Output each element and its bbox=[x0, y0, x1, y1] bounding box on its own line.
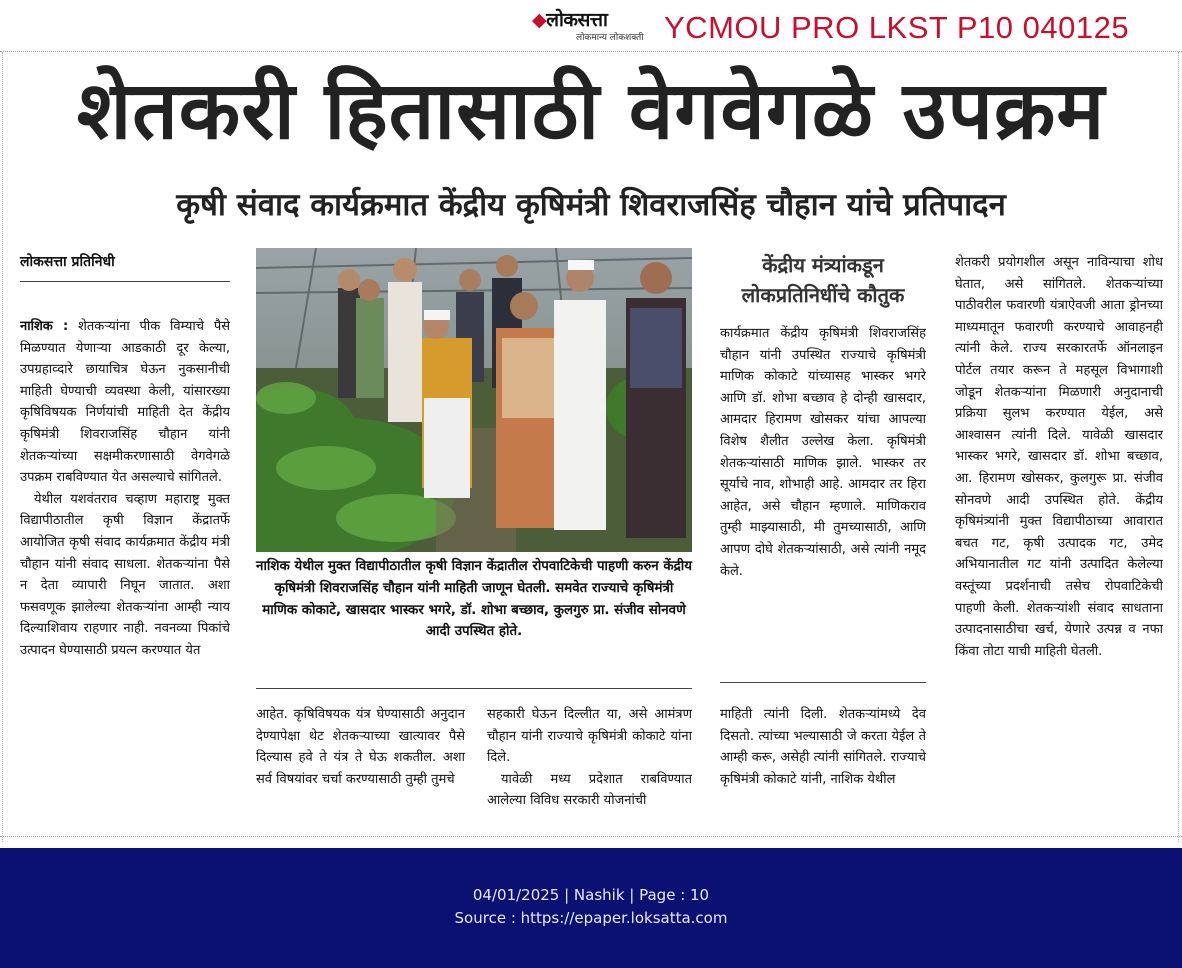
dateline: नाशिक : bbox=[20, 319, 69, 334]
box-text: कार्यक्रमात केंद्रीय कृषिमंत्री शिवराजसिंह चौहान यांनी उपस्थित राज्याचे कृषिमंत्री माणिक कोकाटे यांच्यासह भास्कर भगरे आणि डॉ. शोभा बच्छाव हे दोन्ही खासदार, आमदार हिरामण खोसकर यांचा आपल्या विशेष शैलीत उल्लेख केला. कृषिमंत्री शेतकऱ्यांसाठी माणिक झाले. भास्कर तर सूर्याचे नाव, शोभाही आहे. आमदार तर हिरा आहेत, असे चौहान म्हणाले. माणिकराव तुम्ही माझ्यासाठी, मी तुमच्यासाठी, आणि आपण दोघे शेतकऱ्यांसाठी, असे त्यांनी नमूद केले. bbox=[720, 326, 926, 579]
byline-rule bbox=[20, 281, 230, 282]
article-column-2: आहेत. कृषिविषयक यंत्र घेण्यासाठी अनुदान देण्यापेक्षा थेट शेतकऱ्याच्या खात्यावर पैसे दिल्यास हवे ते यंत्र ते घेऊ शकतील. अशा सर्व विषयांवर चर्चा करण्यासाठी तुम्ही तुमचे bbox=[256, 707, 465, 787]
right-border bbox=[1178, 52, 1179, 842]
column-1-paragraph-2: येथील यशवंतराव चव्हाण महाराष्ट्र मुक्त विद्यापीठातील कृषी विज्ञान केंद्रातर्फे आयोजित कृषी संवाद कार्यक्रमात केंद्रीय मंत्री चौहान यांनी संवाद साधला. शेतकऱ्यांना पैसे न देता व्यापारी निघून जातात. अशा फसवणूक झालेल्या शेतकऱ्यांना आम्ही न्याय दिल्याशिवाय राहणार नाही. नवनव्या पिकांचे उत्पादन घेण्यासाठी प्रयत्न करण्यात येत bbox=[20, 491, 230, 658]
box-title: केंद्रीय मंत्र्यांकडून लोकप्रतिनिधींचे कौतुक bbox=[741, 253, 905, 307]
article-column-4: माहिती त्यांनी दिली. शेतकऱ्यांमध्ये देव दिसतो. त्यांच्या भल्यासाठी जे करता येईल ते आम्ही करू, असेही त्यांनी सांगितले. राज्याचे कृषिमंत्री कोकाटे यांनी, नाशिक येथील bbox=[720, 707, 926, 787]
news-photo-drawing bbox=[256, 248, 692, 552]
article-column-3 bbox=[487, 704, 692, 819]
article-column-5: शेतकरी प्रयोगशील असून नाविन्याचा शोध घेतात, असे सांगितले. शेतकऱ्यांच्या पाठीवरील फवारणी यंत्राऐवजी आता ड्रोनच्या माध्यमातून फवारणी करण्याचे आवाहनही त्यांनी केले. राज्य सरकारतर्फे ऑनलाइन पोर्टल तयार करून ते महसूल विभागाशी जोडून शेतकऱ्यांना मिळणारी अनुदानाची प्रक्रिया सुलभ करण्यात येईल, असे आश्वासन त्यांनी दिले. यावेळी खासदार भास्कर भगरे, खासदार डॉ. शोभा बच्छाव, आ. हिरामण खोसकर, कुलगुरू प्रा. संजीव सोनवणे आदी उपस्थित होते. केंद्रीय कृषिमंत्र्यांनी मुक्त विद्यापीठाच्या आवारात बचत गट, कृषी उत्पादक गट, उमेद अभियानातील गट यांनी उत्पादित केलेल्या वस्तूंच्या प्रदर्शनाची तसेच रोपवाटिकेची पाहणी केली. शेतकऱ्यांशी संवाद साधताना उत्पादनासाठीचा खर्च, येणारे उत्पन्न व नफा किंवा तोटा याची माहिती घेतली. bbox=[955, 255, 1163, 659]
bottom-divider bbox=[0, 836, 1182, 837]
photo-caption: नाशिक येथील मुक्त विद्यापीठातील कृषी विज्ञान केंद्रातील रोपवाटिकेची पाहणी करुन केंद्रीय कृषिमंत्री शिवराजसिंह चौहान यांनी माहिती जाणून घेतली. समवेत राज्याचे कृषिमंत्री माणिक कोकाटे, खासदार भास्कर भगरे, डॉ. शोभा बच्छाव, कुलगुरु प्रा. संजीव सोनवणे आदी उपस्थित होते. bbox=[256, 559, 692, 640]
box-rule bbox=[720, 682, 926, 683]
footer-source: Source : https://epaper.loksatta.com bbox=[454, 909, 728, 927]
headline: शेतकरी हितासाठी वेगवेगळे उपक्रम bbox=[76, 64, 1106, 157]
logo-tagline: लोकमान्य लोकशक्ती bbox=[576, 33, 644, 43]
column-3-text: सहकारी घेऊन दिल्लीत या, असे आमंत्रण चौहान यांनी राज्याचे कृषिमंत्री कोकाटे यांना दिले. bbox=[487, 707, 692, 766]
column-1-text: शेतकऱ्यांना पीक विम्याचे पैसे मिळण्यात येणाऱ्या आडकाठी दूर केल्या, उपग्रहाव्दारे छायाचित्र घेऊन नुकसानीची माहिती घेण्याची व्यवस्था केली, यांसारख्या कृषिविषयक निर्णयांची माहिती देत केंद्रीय कृषिमंत्री शिवराजसिंह चौहान यांनी शेतकऱ्यांच्या सक्षमीकरणासाठी वेगवेगळे उपक्रम राबविण्यात येत असल्याचे सांगितले. bbox=[20, 319, 230, 486]
footer-date-page: 04/01/2025 | Nashik | Page : 10 bbox=[472, 886, 710, 904]
subheadline: कृषी संवाद कार्यक्रमात केंद्रीय कृषिमंत्री शिवराजसिंह चौहान यांचे प्रतिपादन bbox=[176, 187, 1006, 223]
byline: लोकसत्ता प्रतिनिधी bbox=[20, 254, 115, 270]
caption-rule bbox=[256, 688, 692, 689]
loksatta-logo bbox=[532, 6, 656, 42]
article-column-1 bbox=[20, 316, 230, 816]
left-border bbox=[2, 52, 3, 842]
column-3-paragraph-2: यावेळी मध्य प्रदेशात राबविण्यात आलेल्या विविध सरकारी योजनांची bbox=[487, 771, 692, 809]
clip-code: YCMOU PRO LKST P10 040125 bbox=[664, 10, 1130, 45]
news-photo bbox=[256, 248, 692, 552]
logo-name: ◆लोकसत्ता bbox=[532, 9, 608, 31]
footer-bar bbox=[0, 848, 1182, 968]
